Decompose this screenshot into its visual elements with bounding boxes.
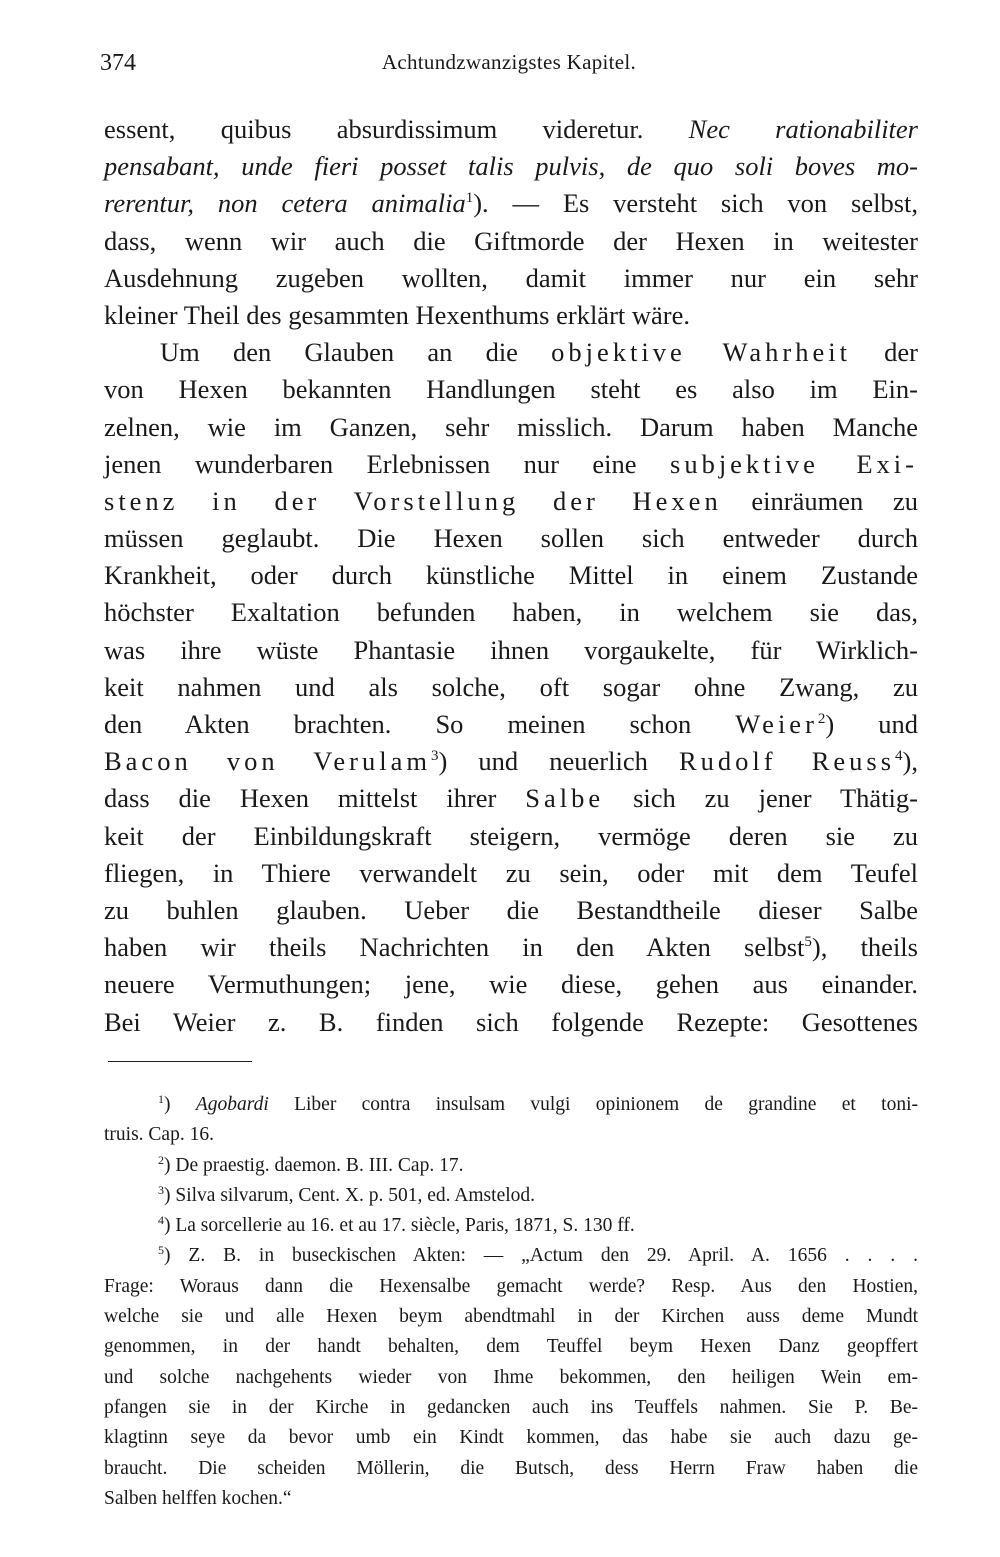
footnote-line: [104, 1484, 918, 1514]
text-run: dass die Hexen mittelst ihrer: [104, 783, 526, 814]
footnote-ref: 2: [158, 1152, 164, 1167]
footnote-line: [104, 1393, 918, 1423]
text-run: fliegen, in Thiere verwandelt zu sein, oder mit dem Teufel: [104, 857, 918, 888]
spaced-emphasis: Rudolf Reuss: [679, 746, 896, 777]
text-run: ) und neuerlich: [438, 746, 679, 777]
text-line: [104, 520, 918, 557]
text-run: ) und: [825, 709, 918, 739]
text-line: [104, 855, 918, 892]
footnote-line: [104, 1151, 918, 1181]
text-run: der: [850, 337, 918, 368]
body-text: [104, 111, 918, 1041]
footnote-ref: 3: [430, 748, 439, 765]
text-line: [104, 594, 918, 631]
footnote-line: [104, 1332, 918, 1362]
footnote-line: [104, 1423, 918, 1453]
text-line: [104, 148, 918, 185]
text-run: pfangen sie in der Kirche in gedancken auch ins Teuffels nahmen. Sie P. Be-: [104, 1396, 918, 1418]
text-run: ), theils: [811, 932, 918, 963]
footnotes: [104, 1090, 918, 1514]
italic-text: rerentur, non cetera animalia: [104, 188, 466, 219]
text-run: ),: [902, 746, 918, 777]
footnote-ref: 3: [158, 1182, 164, 1197]
text-run: müssen geglaubt. Die Hexen sollen sich entweder durch: [104, 523, 918, 554]
italic-text: pensabant, unde fieri posset talis pulvis, de quo soli boves mo-: [104, 151, 918, 182]
text-line: [104, 818, 918, 855]
text-line: [104, 483, 918, 520]
text-run: ) Z. B. in buseckischen Akten: — „Actum den 29. April. A. 1656 . . . .: [164, 1245, 918, 1267]
text-line: [104, 892, 918, 929]
footnote-ref: 4: [895, 748, 903, 765]
footnote-line: [104, 1120, 918, 1150]
spaced-emphasis: stenz in der Vorstellung der Hexen: [104, 485, 722, 516]
text-run: ). — Es versteht sich von selbst,: [473, 188, 918, 219]
text-run: klagtinn seye da bevor umb ein Kindt kommen, das habe sie auch dazu ge-: [104, 1427, 918, 1449]
footnote-line: [104, 1272, 918, 1302]
text-run: keit der Einbildungskraft steigern, vermöge deren sie zu: [104, 820, 918, 851]
text-run: dass, wenn wir auch die Giftmorde der Hexen in weitester: [104, 225, 918, 256]
text-line: [104, 334, 918, 371]
spaced-emphasis: objektive Wahrheit: [551, 337, 851, 368]
text-run: Liber contra insulsam vulgi opinionem de grandine et toni-: [268, 1094, 918, 1115]
text-line: [104, 632, 918, 669]
footnote-ref: 1: [158, 1092, 164, 1106]
text-run: höchster Exaltation befunden haben, in welchem sie das,: [104, 597, 918, 628]
text-line: [104, 409, 918, 446]
text-run: truis. Cap. 16.: [104, 1124, 214, 1146]
page-header: [100, 48, 918, 82]
spaced-emphasis: subjektive Exi-: [670, 448, 918, 479]
footnote-line: [104, 1454, 918, 1484]
spaced-emphasis: Bacon von Verulam: [104, 746, 431, 777]
text-run: Frage: Woraus dann die Hexensalbe gemacht werde? Resp. Aus den Hostien,: [104, 1275, 918, 1297]
footnote-ref: 4: [158, 1213, 164, 1228]
text-run: Um den Glauben an die: [160, 337, 552, 368]
footnote-ref: 1: [465, 190, 474, 207]
text-line: [104, 966, 918, 1003]
text-run: neuere Vermuthungen; jene, wie diese, gehen aus einander.: [104, 969, 918, 1000]
text-run: Salben helffen kochen.“: [104, 1487, 292, 1509]
text-run: kleiner Theil des gesammten Hexenthums erklärt wäre.: [104, 299, 690, 330]
text-run: jenen wunderbaren Erlebnissen nur eine: [104, 448, 670, 479]
text-line: [104, 669, 918, 706]
spaced-emphasis: Weier: [735, 709, 818, 739]
text-run: ) De praestig. daemon. B. III. Cap. 17.: [164, 1154, 464, 1176]
text-line: [104, 111, 918, 148]
text-run: essent, quibus absurdissimum videretur.: [104, 114, 689, 144]
footnote-ref: 2: [817, 711, 826, 727]
text-line: [104, 929, 918, 966]
text-run: braucht. Die scheiden Möllerin, die Butsch, dess Herrn Fraw haben die: [104, 1457, 918, 1479]
text-line: [104, 743, 918, 780]
footnote-divider: [108, 1061, 252, 1062]
text-run: von Hexen bekannten Handlungen steht es also im Ein-: [104, 374, 918, 405]
footnote-line: [104, 1241, 918, 1271]
text-line: [104, 260, 918, 297]
footnote-line: [104, 1211, 918, 1241]
text-line: [104, 780, 918, 817]
text-line: [104, 706, 918, 743]
page-number: 374: [100, 50, 136, 76]
spaced-emphasis: Salbe: [525, 783, 605, 814]
text-run: Bei Weier z. B. finden sich folgende Rezepte: Gesottenes: [104, 1006, 918, 1037]
italic-text: Agobardi: [195, 1094, 269, 1115]
footnote-ref: 5: [158, 1243, 164, 1258]
text-run: ): [164, 1094, 196, 1115]
text-line: [104, 371, 918, 408]
footnote-line: [104, 1363, 918, 1393]
text-run: Krankheit, oder durch künstliche Mittel in einem Zustande: [104, 560, 918, 591]
text-run: zu buhlen glauben. Ueber die Bestandtheile dieser Salbe: [104, 894, 918, 925]
text-run: Ausdehnung zugeben wollten, damit immer nur ein sehr: [104, 262, 918, 293]
text-line: [104, 557, 918, 594]
text-line: [104, 297, 918, 334]
text-line: [104, 223, 918, 260]
running-title: Achtundzwanzigstes Kapitel.: [381, 50, 637, 74]
text-run: den Akten brachten. So meinen schon: [104, 709, 736, 739]
text-run: zelnen, wie im Ganzen, sehr misslich. Darum haben Manche: [104, 411, 918, 442]
text-run: sich zu jener Thätig-: [604, 783, 918, 814]
text-run: was ihre wüste Phantasie ihnen vorgaukelte, für Wirklich-: [104, 634, 918, 665]
text-line: [104, 185, 918, 222]
text-run: welche sie und alle Hexen beym abendtmahl in der Kirchen auss deme Mundt: [104, 1306, 918, 1328]
footnote-ref: 5: [804, 934, 812, 951]
footnote-line: [104, 1181, 918, 1211]
text-run: genommen, in der handt behalten, dem Teuffel beym Hexen Danz geopffert: [104, 1336, 918, 1358]
text-run: einräumen zu: [721, 485, 918, 516]
text-line: [104, 446, 918, 483]
footnote-line: [104, 1302, 918, 1332]
footnote-line: [104, 1090, 918, 1120]
text-run: ) La sorcellerie au 16. et au 17. siècle, Paris, 1871, S. 130 ff.: [164, 1215, 635, 1237]
text-run: und solche nachgehents wieder von Ihme bekommen, den heiligen Wein em-: [104, 1366, 918, 1388]
text-run: ) Silva silvarum, Cent. X. p. 501, ed. Amstelod.: [164, 1184, 536, 1206]
text-line: [104, 1004, 918, 1041]
text-run: haben wir theils Nachrichten in den Akten selbst: [104, 932, 805, 963]
text-run: keit nahmen und als solche, oft sogar ohne Zwang, zu: [104, 671, 918, 702]
italic-text: Nec rationabiliter: [688, 114, 918, 144]
